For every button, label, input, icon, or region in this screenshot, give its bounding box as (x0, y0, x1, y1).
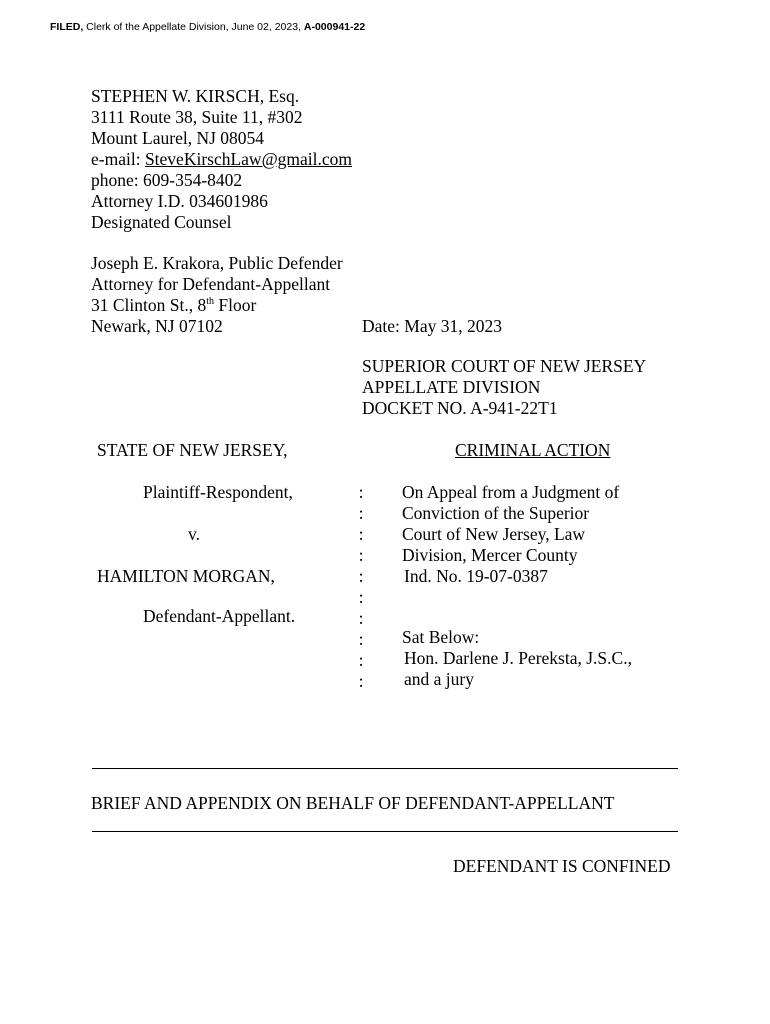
bottom-rule (92, 831, 678, 832)
filing-stamp-docket: A-000941-22 (303, 21, 366, 33)
indictment-number: Ind. No. 19-07-0387 (404, 566, 548, 586)
counsel-email-line (91, 149, 352, 170)
colon: : (358, 566, 364, 586)
street-prefix: 31 Clinton St., 8 (91, 295, 207, 315)
counsel-role: Designated Counsel (91, 212, 232, 232)
versus: v. (188, 524, 200, 544)
colon: : (358, 629, 364, 649)
top-rule (92, 768, 678, 769)
brief-title: BRIEF AND APPENDIX ON BEHALF OF DEFENDANT-APPELLANT (91, 793, 615, 813)
street-suffix: Floor (214, 295, 257, 315)
criminal-action-heading: CRIMINAL ACTION (455, 440, 611, 460)
colon: : (358, 587, 364, 607)
confinement-notice: DEFENDANT IS CONFINED (453, 856, 671, 876)
appeal-line: Division, Mercer County (402, 545, 578, 565)
public-defender-street (91, 295, 343, 316)
counsel-address-1: 3111 Route 38, Suite 11, #302 (91, 107, 303, 127)
colon: : (358, 482, 364, 502)
email-link[interactable]: SteveKirschLaw@gmail.com (144, 149, 353, 169)
appeal-line: On Appeal from a Judgment of (402, 482, 620, 502)
appeal-line: Conviction of the Superior (402, 503, 590, 523)
judge-name: Hon. Darlene J. Pereksta, J.S.C., (404, 648, 632, 668)
court-name: SUPERIOR COURT OF NEW JERSEY (362, 356, 647, 376)
caption-colon-column (356, 482, 366, 692)
colon: : (358, 608, 364, 628)
colon: : (358, 524, 364, 544)
jury-line: and a jury (404, 669, 474, 689)
counsel-name: STEPHEN W. KIRSCH, Esq. (91, 86, 300, 106)
appeal-line: Court of New Jersey, Law (402, 524, 586, 544)
counsel-address-2: Mount Laurel, NJ 08054 (91, 128, 265, 148)
public-defender-block (91, 253, 343, 337)
sat-below-label: Sat Below: (402, 627, 480, 647)
defendant-role: Defendant-Appellant. (143, 606, 296, 626)
court-block (362, 356, 646, 419)
counsel-block (91, 86, 352, 233)
colon: : (358, 671, 364, 691)
street-sup: th (206, 296, 215, 308)
appeal-description (402, 482, 619, 587)
court-division: APPELLATE DIVISION (362, 377, 541, 397)
filing-stamp-label: FILED, (50, 21, 84, 33)
plaintiff-role: Plaintiff-Respondent, (143, 482, 293, 502)
email-prefix: e-mail: (91, 149, 145, 169)
colon: : (358, 545, 364, 565)
defendant-name: HAMILTON MORGAN, (97, 566, 275, 586)
counsel-attorney-id: Attorney I.D. 034601986 (91, 191, 268, 211)
date-line: Date: May 31, 2023 (362, 316, 502, 336)
filing-stamp (50, 21, 365, 33)
counsel-phone: phone: 609-354-8402 (91, 170, 243, 190)
colon: : (358, 503, 364, 523)
sat-below-block (402, 627, 632, 690)
public-defender-city: Newark, NJ 07102 (91, 316, 223, 336)
filing-stamp-text: Clerk of the Appellate Division, June 02, 2023, (83, 21, 304, 33)
colon: : (358, 650, 364, 670)
public-defender-role: Attorney for Defendant-Appellant (91, 274, 331, 294)
plaintiff-name: STATE OF NEW JERSEY, (97, 440, 288, 460)
docket-number: DOCKET NO. A-941-22T1 (362, 398, 558, 418)
public-defender-name: Joseph E. Krakora, Public Defender (91, 253, 343, 273)
